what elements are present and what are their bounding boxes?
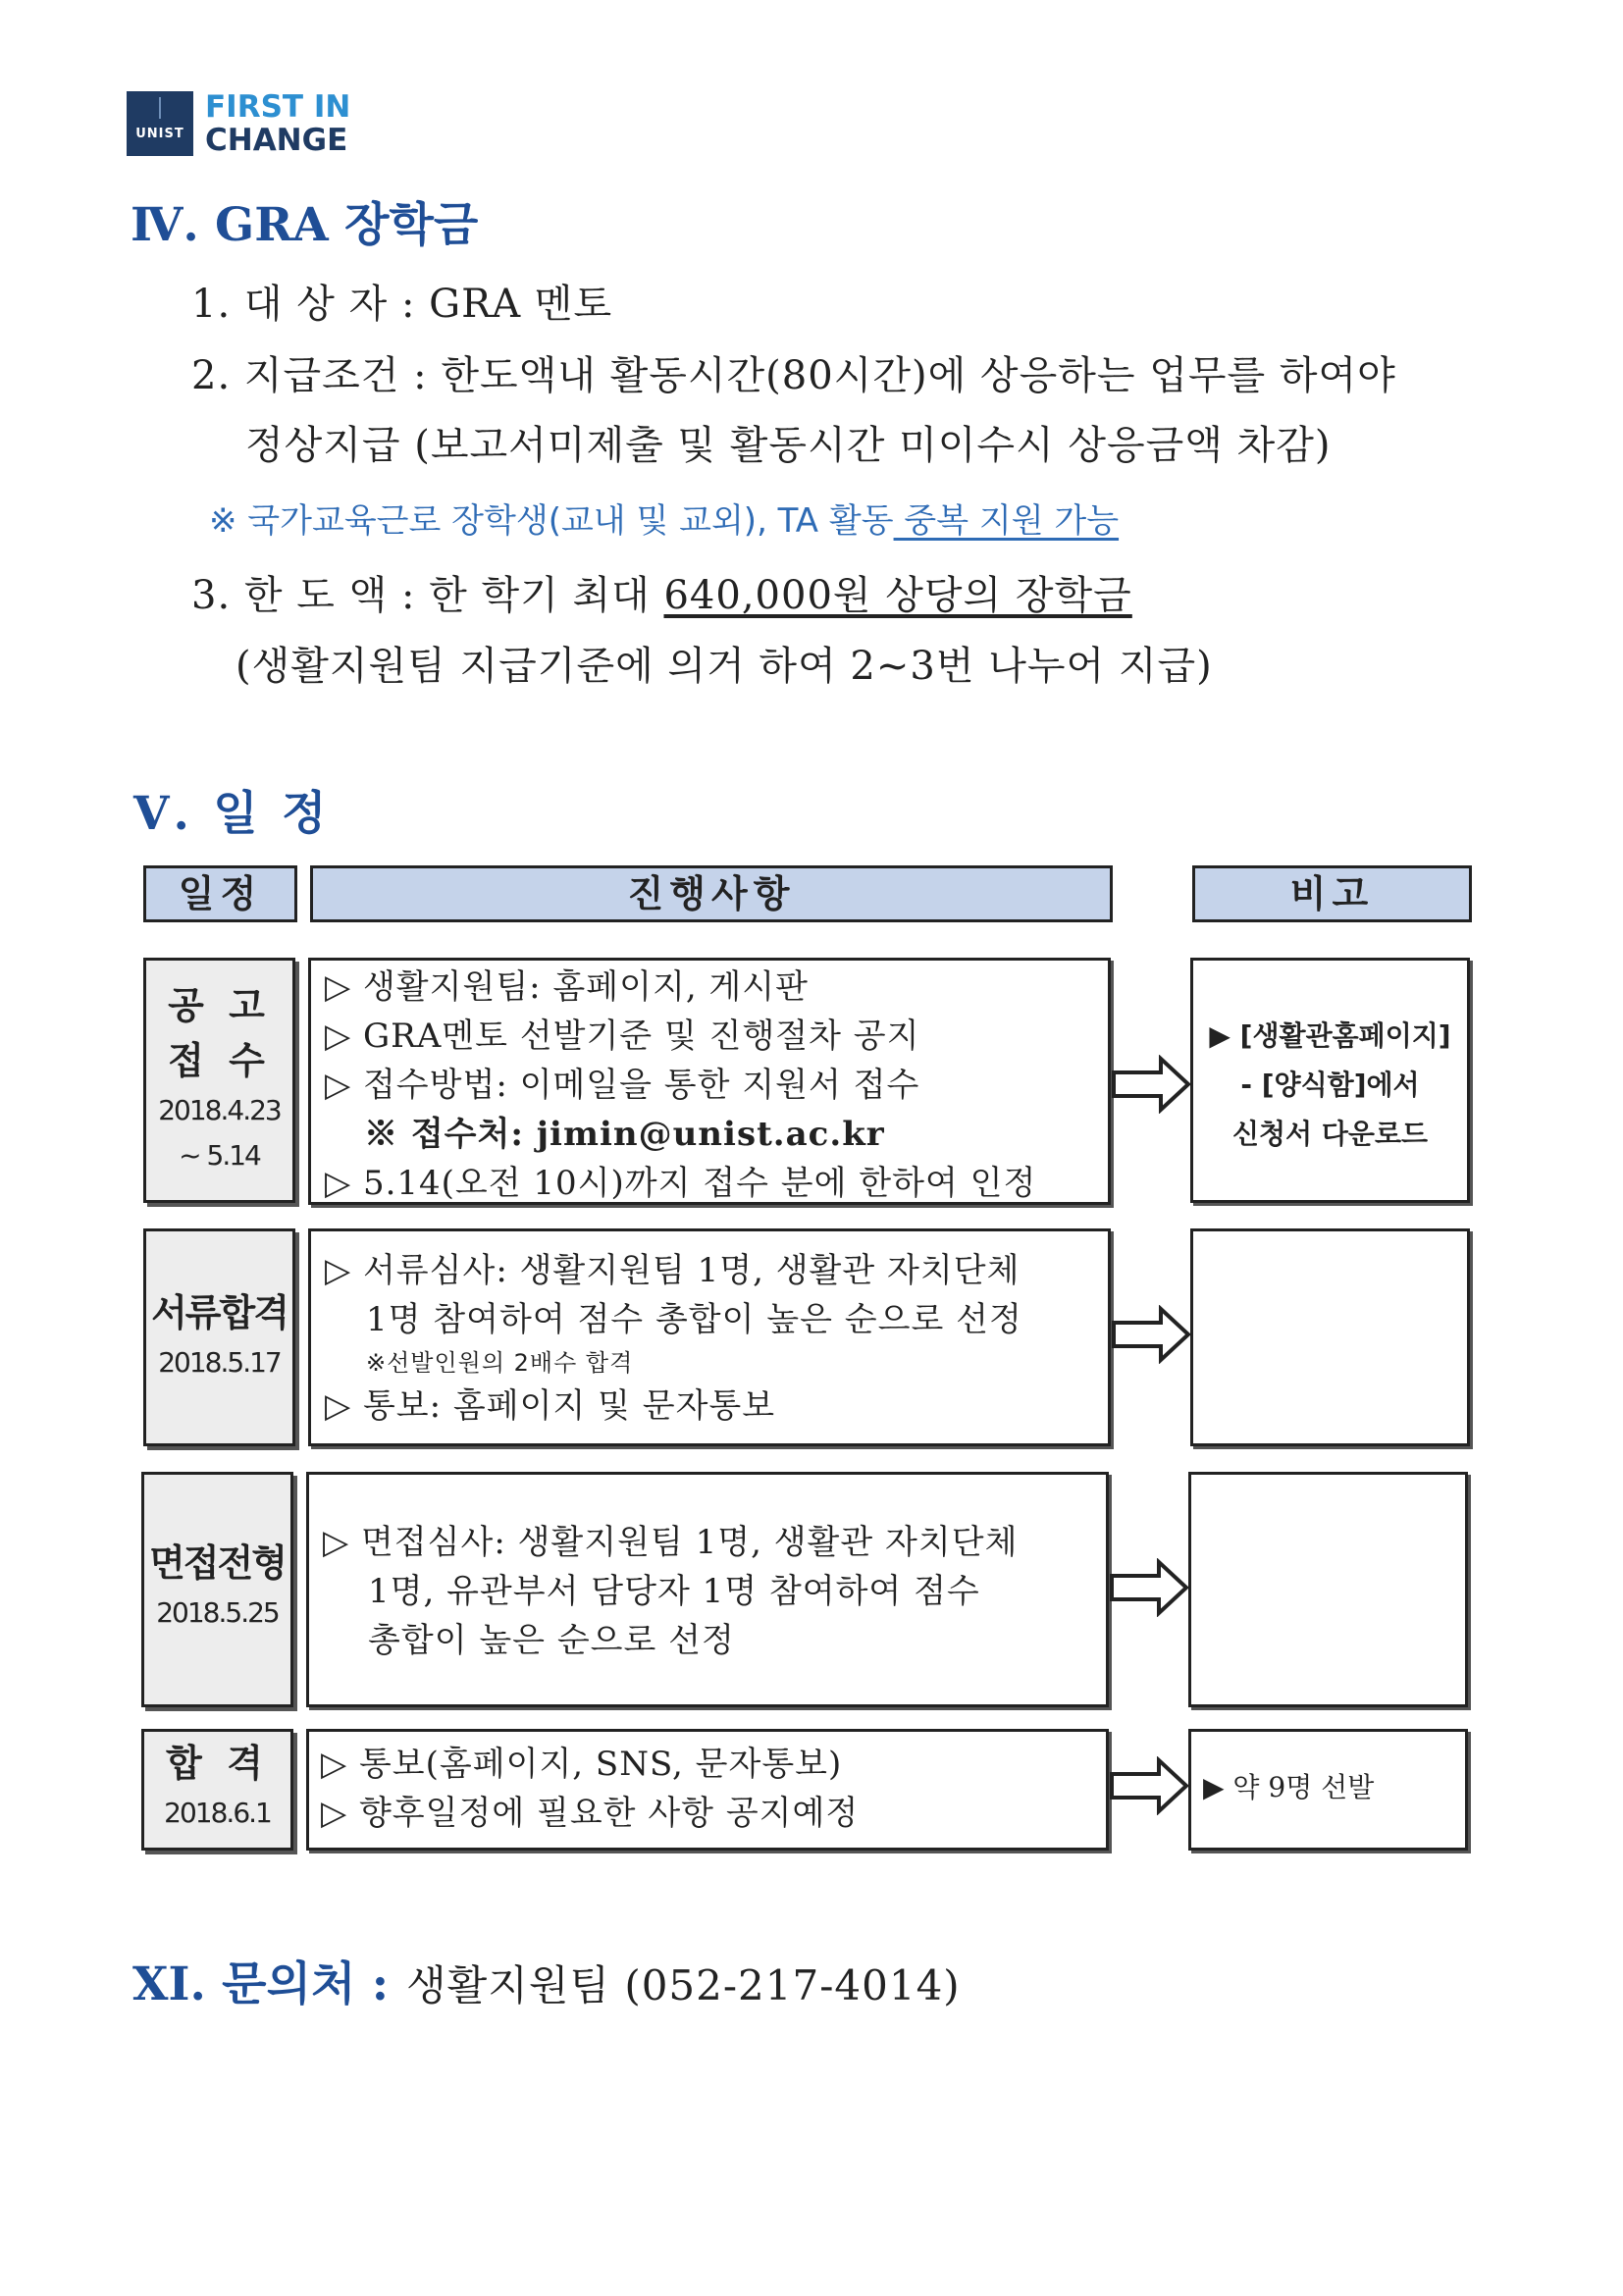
remark-line: - [양식함]에서 — [1240, 1069, 1420, 1101]
stage-title: 접 수 — [168, 1039, 271, 1082]
stage-date: ~ 5.14 — [179, 1139, 260, 1172]
note-prefix: ※ 국가교육근로 장학생(교내 및 교외), TA 활동 — [209, 501, 894, 541]
detail-line: ▷ GRA멘토 선발기준 및 진행절차 공지 — [325, 1017, 920, 1056]
stage-announce-details — [308, 958, 1111, 1205]
detail-line: ▷ 접수방법: 이메일을 통한 지원서 접수 — [325, 1066, 920, 1105]
arrow-icon — [1110, 1756, 1188, 1815]
stage-pass-details — [306, 1729, 1109, 1851]
detail-line: ※ 접수처: jimin@unist.ac.kr — [364, 1115, 885, 1154]
detail-line: ▷ 면접심사: 생활지원팀 1명, 생활관 자치단체 — [323, 1523, 1019, 1562]
section4-title: Ⅳ. GRA 장학금 — [131, 198, 479, 252]
detail-line: ▷ 통보(홈페이지, SNS, 문자통보) — [321, 1745, 843, 1784]
stage-date: 2018.4.23 — [158, 1094, 281, 1126]
section4-note — [209, 494, 1119, 542]
stage-announce-label — [143, 958, 295, 1203]
section4-item3 — [191, 564, 1132, 620]
stage-title: 합 격 — [166, 1742, 269, 1785]
header-remarks: 비고 — [1192, 865, 1472, 922]
remark-line: ▶ 약 9명 선발 — [1203, 1771, 1375, 1803]
logo-mark — [159, 97, 161, 119]
remark-line: 신청서 다운로드 — [1231, 1118, 1429, 1150]
section4-item1: 1. 대 상 자 : GRA 멘토 — [191, 282, 613, 327]
detail-line: 1명, 유관부서 담당자 1명 참여하여 점수 — [368, 1572, 980, 1611]
arrow-icon — [1112, 1055, 1190, 1114]
detail-line: 1명 참여하여 점수 총합이 높은 순으로 선정 — [366, 1300, 1022, 1339]
stage-document-details — [308, 1228, 1111, 1446]
stage-date: 2018.6.1 — [164, 1797, 271, 1829]
stage-interview-remarks — [1188, 1472, 1468, 1707]
stage-pass-label — [141, 1729, 293, 1851]
stage-announce-remarks — [1190, 958, 1470, 1203]
stage-document-remarks — [1190, 1228, 1470, 1446]
stage-title: 면접전형 — [149, 1541, 286, 1585]
section11-contact: 생활지원팀 (052-217-4014) — [406, 1961, 961, 2009]
section4-item2-line2: 정상지급 (보고서미제출 및 활동시간 미이수시 상응금액 차감) — [245, 423, 1332, 468]
stage-title: 공 고 — [168, 984, 271, 1027]
detail-line: ▷ 5.14(오전 10시)까지 접수 분에 한하여 인정 — [325, 1164, 1037, 1203]
note-underlined: 중복 지원 가능 — [893, 501, 1120, 541]
header-progress: 진행사항 — [310, 865, 1113, 922]
unist-logo — [127, 91, 193, 156]
header-schedule: 일정 — [143, 865, 297, 922]
detail-line: 총합이 높은 순으로 선정 — [368, 1621, 735, 1660]
section11 — [132, 1948, 961, 2013]
logo-slogan — [205, 90, 350, 157]
detail-line: ▷ 서류심사: 생활지원팀 1명, 생활관 자치단체 — [325, 1251, 1021, 1290]
remark-line: ▶ [생활관홈페이지] — [1209, 1019, 1451, 1052]
section5-title: Ⅴ. 일 정 — [133, 787, 331, 841]
stage-date: 2018.5.17 — [158, 1346, 281, 1379]
section11-title: XI. 문의처 : — [132, 1957, 390, 2011]
detail-line: ※선발인원의 2배수 합격 — [366, 1349, 634, 1377]
item3-amount: 640,000원 상당의 장학금 — [663, 573, 1132, 618]
stage-title: 서류합격 — [151, 1291, 288, 1334]
item3-prefix: 3. 한 도 액 : 한 학기 최대 — [191, 573, 664, 618]
detail-line: ▷ 통보: 홈페이지 및 문자통보 — [325, 1386, 776, 1426]
section4-item3-line2: (생활지원팀 지급기준에 의거 하여 2~3번 나누어 지급) — [236, 644, 1213, 689]
stage-document-label — [143, 1228, 295, 1446]
section4-item2-line1: 2. 지급조건 : 한도액내 활동시간(80시간)에 상응하는 업무를 하여야 — [191, 353, 1396, 398]
arrow-icon — [1110, 1558, 1188, 1617]
detail-line: ▷ 생활지원팀: 홈페이지, 게시판 — [325, 967, 809, 1007]
detail-line: ▷ 향후일정에 필요한 사항 공지예정 — [321, 1794, 860, 1833]
logo-brand: UNIST — [135, 127, 184, 141]
arrow-icon — [1112, 1305, 1190, 1364]
logo-slogan-line1: FIRST IN — [205, 89, 351, 125]
stage-interview-details — [306, 1472, 1109, 1707]
stage-pass-remarks — [1188, 1729, 1468, 1851]
stage-interview-label — [141, 1472, 293, 1707]
stage-date: 2018.5.25 — [156, 1596, 279, 1629]
logo-slogan-line2: CHANGE — [205, 123, 348, 158]
